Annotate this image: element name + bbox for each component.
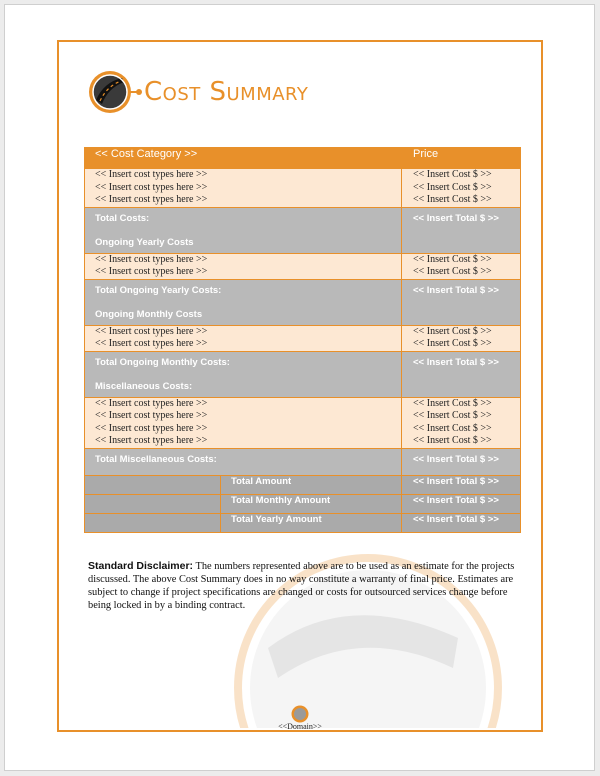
section-heading: Miscellaneous Costs: [95, 380, 193, 392]
footer-circle-icon [291, 705, 309, 723]
cost-price-item[interactable]: << Insert Cost $ >> [413, 338, 492, 349]
cost-table [84, 147, 521, 533]
cost-price-item[interactable]: << Insert Cost $ >> [413, 325, 492, 337]
header-category: << Cost Category >> [85, 148, 402, 169]
cost-type-item[interactable]: << Insert cost types here >> [95, 422, 208, 434]
cost-items-row [85, 169, 521, 208]
cost-type-list [85, 169, 402, 208]
cost-price-item[interactable]: << Insert Cost $ >> [413, 422, 492, 434]
grand-total-spacer [85, 475, 221, 494]
grand-total-label: Total Yearly Amount [221, 513, 402, 532]
grand-total-label: Total Amount [221, 475, 402, 494]
cost-type-item[interactable]: << Insert cost types here >> [95, 397, 208, 409]
subtotal-row [85, 279, 521, 325]
subtotal-value[interactable]: << Insert Total $ >> [402, 279, 521, 325]
logo-connector-dot [136, 89, 142, 95]
subtotal-cell [85, 448, 402, 475]
cost-items-row [85, 397, 521, 448]
subtotal-label: Total Miscellaneous Costs: [95, 453, 217, 465]
grand-total-row [85, 513, 521, 532]
grand-total-value[interactable]: << Insert Total $ >> [402, 494, 521, 513]
section-heading: Ongoing Yearly Costs [95, 236, 194, 248]
subtotal-value[interactable]: << Insert Total $ >> [402, 351, 521, 397]
cost-price-item[interactable]: << Insert Cost $ >> [413, 253, 492, 265]
header-price: Price [402, 148, 521, 169]
subtotal-row [85, 207, 521, 253]
cost-type-item[interactable]: << Insert cost types here >> [95, 410, 208, 421]
disclaimer-heading: Standard Disclaimer: [88, 560, 194, 572]
disclaimer-text: The numbers represented above are to be used as an estimate for the projects discussed. The above Cost Summary does in no way constitute a warranty of final price. Estimates are subject to change if project specifications are changed or costs for outsourced services change before being locked in by a binding contract. [88, 561, 515, 611]
grand-total-spacer [85, 494, 221, 513]
cost-type-item[interactable]: << Insert cost types here >> [95, 325, 208, 337]
grand-total-row [85, 475, 521, 494]
cost-price-list [402, 169, 521, 208]
cost-price-item[interactable]: << Insert Cost $ >> [413, 169, 492, 180]
subtotal-label: Total Ongoing Yearly Costs: [95, 284, 222, 296]
cost-type-item[interactable]: << Insert cost types here >> [95, 266, 208, 277]
cost-price-item[interactable]: << Insert Cost $ >> [413, 194, 492, 205]
disclaimer [88, 560, 520, 612]
road-logo-icon [88, 70, 132, 114]
watermark-road-icon [208, 528, 528, 728]
subtotal-label: Total Ongoing Monthly Costs: [95, 356, 230, 368]
cost-price-list [402, 397, 521, 448]
cost-type-item[interactable]: << Insert cost types here >> [95, 181, 208, 193]
cost-type-item[interactable]: << Insert cost types here >> [95, 338, 208, 349]
grand-total-value[interactable]: << Insert Total $ >> [402, 475, 521, 494]
subtotal-cell [85, 351, 402, 397]
cost-price-list [402, 253, 521, 279]
cost-type-list [85, 253, 402, 279]
cost-price-item[interactable]: << Insert Cost $ >> [413, 410, 492, 421]
table-header [85, 148, 521, 169]
subtotal-value[interactable]: << Insert Total $ >> [402, 207, 521, 253]
cost-price-item[interactable]: << Insert Cost $ >> [413, 397, 492, 409]
cost-price-list [402, 325, 521, 351]
grand-total-label: Total Monthly Amount [221, 494, 402, 513]
cost-type-item[interactable]: << Insert cost types here >> [95, 435, 208, 446]
grand-total-value[interactable]: << Insert Total $ >> [402, 513, 521, 532]
cost-type-item[interactable]: << Insert cost types here >> [95, 169, 208, 180]
cost-type-item[interactable]: << Insert cost types here >> [95, 194, 208, 205]
cost-type-list [85, 325, 402, 351]
grand-total-spacer [85, 513, 221, 532]
section-heading: Ongoing Monthly Costs [95, 308, 203, 320]
cost-items-row [85, 253, 521, 279]
subtotal-cell [85, 279, 402, 325]
cost-items-row [85, 325, 521, 351]
subtotal-row [85, 351, 521, 397]
footer-domain: <<Domain>> [278, 722, 322, 731]
subtotal-row [85, 448, 521, 475]
cost-price-item[interactable]: << Insert Cost $ >> [413, 181, 492, 193]
subtotal-cell [85, 207, 402, 253]
cost-price-item[interactable]: << Insert Cost $ >> [413, 266, 492, 277]
subtotal-label: Total Costs: [95, 212, 150, 224]
cost-price-item[interactable]: << Insert Cost $ >> [413, 435, 492, 446]
grand-total-row [85, 494, 521, 513]
cost-type-list [85, 397, 402, 448]
cost-type-item[interactable]: << Insert cost types here >> [95, 253, 208, 265]
page-title: Cost Summary [144, 77, 309, 107]
subtotal-value[interactable]: << Insert Total $ >> [402, 448, 521, 475]
